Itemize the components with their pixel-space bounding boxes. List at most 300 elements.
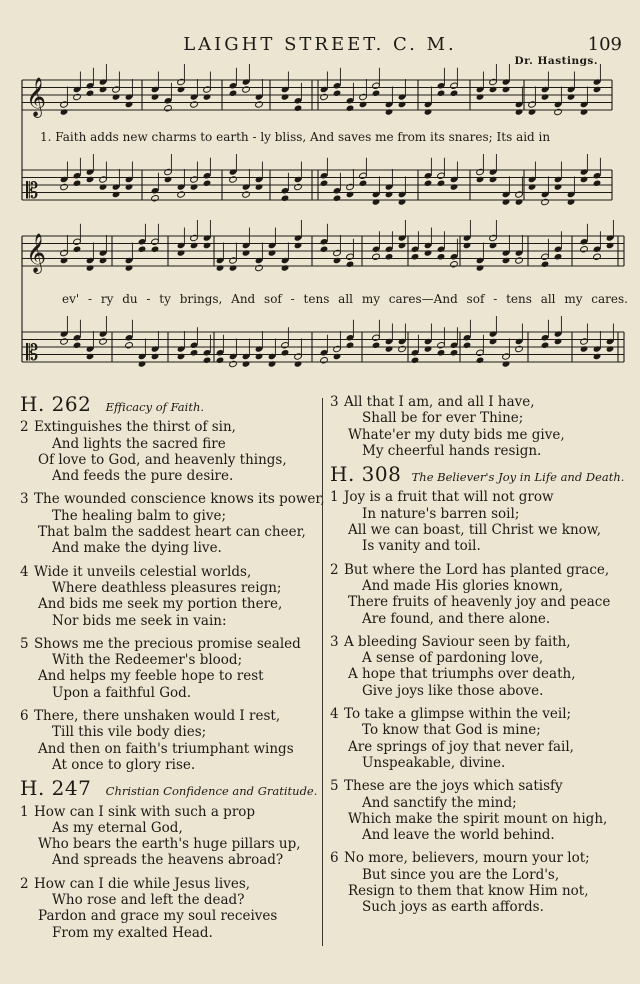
stanza-3 xyxy=(330,634,630,699)
verse-line xyxy=(20,613,318,629)
hymn-247-stanzas xyxy=(20,804,318,941)
lyrics-line-1: 1. Faith adds new charms to earth - ly bliss, And saves me from its snares; Its aid in xyxy=(40,130,551,144)
stanza-2 xyxy=(330,562,630,627)
verse-line xyxy=(330,522,630,538)
verse-text: How can I sink with such a prop xyxy=(34,803,256,820)
verse-text: A sense of pardoning love, xyxy=(362,650,544,667)
stanza-number: 6 xyxy=(20,708,29,725)
verse-text: And leave the world behind. xyxy=(362,827,555,844)
note-head xyxy=(151,353,160,360)
stanza-number: 4 xyxy=(20,563,29,580)
note-head xyxy=(372,90,381,97)
stanza-6 xyxy=(330,850,630,915)
verse-line xyxy=(330,755,630,771)
page-number: 109 xyxy=(587,34,622,55)
verse-line xyxy=(330,795,630,811)
note-head xyxy=(60,108,69,115)
composer-credit: Dr. Hastings. xyxy=(514,55,598,67)
verse-text: And helps my feeble hope to rest xyxy=(38,668,264,685)
verse-text: Wide it unveils celestial worlds, xyxy=(34,563,252,580)
verse-text: Till this vile body dies; xyxy=(52,724,207,741)
note-head xyxy=(502,86,511,93)
note-head xyxy=(216,357,225,364)
note-head xyxy=(372,253,381,260)
stanza-number: 2 xyxy=(20,875,29,892)
note-head xyxy=(528,183,537,190)
tune-title: LAIGHT STREET. C. M. xyxy=(183,34,457,55)
verse-line xyxy=(330,427,630,443)
note-head xyxy=(151,195,160,202)
verse-line xyxy=(20,876,318,892)
note-head xyxy=(125,183,134,190)
note-head xyxy=(73,246,82,253)
verse-text: All we can boast, till Christ we know, xyxy=(348,522,602,539)
note-head xyxy=(515,257,524,264)
verse-line xyxy=(20,491,325,508)
verse-text: Where deathless pleasures reign; xyxy=(52,579,282,596)
verse-text: In nature's barren soil; xyxy=(362,505,520,522)
verse-line xyxy=(20,724,318,740)
note-head xyxy=(476,264,485,271)
hymn-title: Efficacy of Faith. xyxy=(105,400,205,414)
hymn-247-heading xyxy=(20,776,318,801)
stanza-2 xyxy=(20,876,318,941)
verse-line xyxy=(20,668,318,684)
note-head xyxy=(86,176,95,183)
note-head xyxy=(60,338,69,345)
note-head xyxy=(268,360,277,367)
verse-text: From my exalted Head. xyxy=(52,924,213,941)
note-head xyxy=(255,183,264,190)
verse-line xyxy=(330,706,630,722)
verse-line xyxy=(330,867,630,883)
verse-line xyxy=(330,827,630,843)
stanza-number: 2 xyxy=(330,561,339,578)
note-head xyxy=(463,342,472,349)
right-column xyxy=(330,394,630,923)
note-head xyxy=(398,242,407,249)
note-head xyxy=(554,338,563,345)
verse-line xyxy=(330,850,630,866)
note-head xyxy=(359,101,368,108)
note-head xyxy=(372,342,381,349)
note-head xyxy=(60,257,69,264)
note-head xyxy=(60,183,69,190)
verse-line xyxy=(330,443,630,459)
note-head xyxy=(333,195,342,202)
note-head xyxy=(125,264,134,271)
note-head xyxy=(593,353,602,360)
verse-text: Give joys like those above. xyxy=(362,682,544,699)
note-head xyxy=(593,180,602,187)
note-head xyxy=(99,338,108,345)
note-head xyxy=(346,105,355,112)
note-head xyxy=(593,253,602,260)
stanza-number: 3 xyxy=(330,633,339,650)
note-head xyxy=(502,257,511,264)
note-head xyxy=(554,108,563,115)
verse-text: Is vanity and toil. xyxy=(362,538,481,555)
note-head xyxy=(385,345,394,352)
note-head xyxy=(229,90,238,97)
hymn-262-stanzas xyxy=(20,419,325,773)
verse-text: Unspeakable, divine. xyxy=(362,754,506,771)
verse-text: But since you are the Lord's, xyxy=(362,866,560,883)
note-head xyxy=(151,246,160,253)
verse-text: And made His glories known, xyxy=(362,577,564,594)
note-head xyxy=(450,183,459,190)
treble-clef-icon: 𝄞 xyxy=(26,233,47,273)
note-head xyxy=(125,101,134,108)
note-head xyxy=(502,198,511,205)
note-head xyxy=(294,242,303,249)
note-head xyxy=(580,108,589,115)
note-head xyxy=(450,261,459,268)
note-head xyxy=(99,86,108,93)
verse-text: And lights the sacred fire xyxy=(52,435,226,452)
note-head xyxy=(255,353,264,360)
note-head xyxy=(112,93,121,100)
note-head xyxy=(489,176,498,183)
stanza-number: 4 xyxy=(330,706,339,723)
verse-text: Who bears the earth's huge pillars up, xyxy=(38,836,301,853)
verse-text: All that I am, and all I have, xyxy=(344,394,535,410)
verse-text: As my eternal God, xyxy=(52,819,183,836)
note-head xyxy=(424,345,433,352)
verse-text: And sanctify the mind; xyxy=(362,794,517,811)
note-head xyxy=(372,198,381,205)
note-head xyxy=(255,264,264,271)
note-head xyxy=(541,342,550,349)
note-head xyxy=(528,108,537,115)
verse-line xyxy=(330,634,630,650)
note-head xyxy=(541,93,550,100)
note-head xyxy=(73,93,82,100)
verse-line xyxy=(330,506,630,522)
note-head xyxy=(450,349,459,356)
note-head xyxy=(99,257,108,264)
note-head xyxy=(606,242,615,249)
verse-line xyxy=(330,778,630,794)
note-head xyxy=(515,345,524,352)
verse-text: Upon a faithful God. xyxy=(52,684,192,701)
column-divider xyxy=(322,398,323,946)
hymn-number: H. 308 xyxy=(330,462,402,487)
note-head xyxy=(138,246,147,253)
verse-line xyxy=(20,524,318,540)
note-head xyxy=(177,249,186,256)
verse-line xyxy=(20,436,318,452)
verse-text: Such joys as earth affords. xyxy=(362,899,544,916)
note-head xyxy=(541,198,550,205)
note-head xyxy=(476,357,485,364)
note-head xyxy=(138,360,147,367)
verse-text: Pardon and grace my soul receives xyxy=(38,908,278,925)
note-head xyxy=(294,360,303,367)
verse-text: Of love to God, and heavenly things, xyxy=(38,451,287,468)
note-head xyxy=(99,183,108,190)
note-head xyxy=(580,345,589,352)
stanza-4 xyxy=(20,564,318,629)
note-head xyxy=(554,183,563,190)
verse-text: Are springs of joy that never fail, xyxy=(348,738,574,755)
stanza-4 xyxy=(330,706,630,771)
stanza-number: 2 xyxy=(20,419,29,436)
note-head xyxy=(203,93,212,100)
note-head xyxy=(86,90,95,97)
verse-line xyxy=(20,580,318,596)
verse-line xyxy=(20,836,318,852)
stanza-5 xyxy=(20,636,318,701)
verse-line xyxy=(20,757,318,773)
note-head xyxy=(489,86,498,93)
verse-line xyxy=(330,811,630,827)
verse-text: There, there unshaken would I rest, xyxy=(34,708,281,725)
verse-line xyxy=(20,892,318,908)
note-head xyxy=(489,242,498,249)
tenor-clef-icon: 𝄡 xyxy=(26,341,39,366)
lyrics-line-2: ev' - ry du - ty brings, And sof - tens all my cares—And sof - tens all my cares. xyxy=(62,292,628,306)
note-head xyxy=(203,357,212,364)
note-head xyxy=(268,249,277,256)
verse-text: To take a glimpse within the veil; xyxy=(344,706,572,723)
note-head xyxy=(177,86,186,93)
verse-text: The healing balm to give; xyxy=(52,507,227,524)
stanza-3 xyxy=(20,491,325,557)
note-head xyxy=(86,353,95,360)
note-head xyxy=(73,342,82,349)
note-head xyxy=(242,191,251,198)
hymn-title: Christian Confidence and Gratitude. xyxy=(105,784,318,799)
treble-clef-icon: 𝄞 xyxy=(26,77,47,117)
note-head xyxy=(294,105,303,112)
note-head xyxy=(294,183,303,190)
note-head xyxy=(216,264,225,271)
note-head xyxy=(437,180,446,187)
note-head xyxy=(281,349,290,356)
hymn-number: H. 247 xyxy=(20,776,92,801)
verse-text: But where the Lord has planted grace, xyxy=(344,561,610,578)
hymn-title: The Believer's Joy in Life and Death. xyxy=(411,470,625,485)
note-head xyxy=(463,242,472,249)
note-head xyxy=(151,93,160,100)
note-head xyxy=(190,183,199,190)
note-head xyxy=(320,246,329,253)
note-head xyxy=(593,86,602,93)
note-head xyxy=(437,90,446,97)
note-head xyxy=(281,93,290,100)
verse-text: A hope that triumphs over death, xyxy=(348,666,576,683)
verse-line xyxy=(330,611,630,627)
note-head xyxy=(424,249,433,256)
verse-line xyxy=(20,708,318,724)
note-head xyxy=(567,198,576,205)
verse-line xyxy=(330,666,630,682)
hymn-308-heading xyxy=(330,462,630,487)
hymn-308-stanzas xyxy=(330,489,630,915)
note-head xyxy=(255,101,264,108)
stanza-5 xyxy=(330,778,630,843)
verse-line xyxy=(20,852,318,868)
note-head xyxy=(476,93,485,100)
verse-text: And feeds the pure desire. xyxy=(52,468,234,485)
note-head xyxy=(164,176,173,183)
note-head xyxy=(424,108,433,115)
verse-line xyxy=(20,908,318,924)
verse-line xyxy=(330,410,630,426)
note-head xyxy=(580,176,589,183)
note-head xyxy=(450,90,459,97)
verse-line xyxy=(330,899,630,915)
verse-text: Shall be for ever Thine; xyxy=(362,410,524,427)
note-head xyxy=(229,176,238,183)
verse-line xyxy=(20,652,318,668)
note-head xyxy=(398,345,407,352)
note-head xyxy=(242,249,251,256)
verse-line xyxy=(20,741,318,757)
note-head xyxy=(203,242,212,249)
verse-line xyxy=(20,452,318,468)
verse-text: To know that God is mine; xyxy=(362,722,541,739)
hymn-247-continued-stanzas xyxy=(330,394,630,459)
verse-text: Joy is a fruit that will not grow xyxy=(344,489,554,506)
stanza-number: 5 xyxy=(330,778,339,795)
note-head xyxy=(125,342,134,349)
note-head xyxy=(190,242,199,249)
stanza-1 xyxy=(330,489,630,554)
note-head xyxy=(606,345,615,352)
verse-line xyxy=(330,722,630,738)
verse-text: The wounded conscience knows its power, xyxy=(34,491,325,508)
note-head xyxy=(411,253,420,260)
verse-text: That balm the saddest heart can cheer, xyxy=(38,524,306,541)
verse-text: With the Redeemer's blood; xyxy=(52,652,243,669)
note-head xyxy=(333,257,342,264)
note-head xyxy=(359,180,368,187)
verse-text: At once to glory rise. xyxy=(52,756,196,773)
verse-text: Nor bids me seek in vain: xyxy=(52,612,227,629)
verse-text: And spreads the heavens abroad? xyxy=(52,852,284,869)
note-head xyxy=(502,360,511,367)
note-head xyxy=(242,360,251,367)
note-head xyxy=(203,180,212,187)
stanza-number: 3 xyxy=(330,394,339,410)
note-head xyxy=(385,108,394,115)
verse-line xyxy=(330,683,630,699)
verse-text: Whate'er my duty bids me give, xyxy=(348,426,565,443)
note-head xyxy=(164,105,173,112)
note-head xyxy=(177,353,186,360)
music-score xyxy=(0,0,640,390)
verse-text: Which make the spirit mount on high, xyxy=(348,810,608,827)
hymn-number: H. 262 xyxy=(20,392,92,416)
note-head xyxy=(437,349,446,356)
note-head xyxy=(190,101,199,108)
tenor-clef-icon: 𝄡 xyxy=(26,179,39,204)
verse-line xyxy=(20,540,318,556)
verse-line xyxy=(330,594,630,610)
note-head xyxy=(281,195,290,202)
verse-line xyxy=(20,820,318,836)
note-head xyxy=(177,191,186,198)
verse-line xyxy=(330,562,630,578)
note-head xyxy=(320,93,329,100)
verse-line xyxy=(20,564,318,580)
verse-line xyxy=(20,596,318,612)
note-head xyxy=(411,357,420,364)
verse-text: Extinguishes the thirst of sin, xyxy=(34,419,236,436)
verse-line xyxy=(20,419,318,435)
note-head xyxy=(554,253,563,260)
note-head xyxy=(333,90,342,97)
note-head xyxy=(190,349,199,356)
hymn-262-heading xyxy=(20,392,318,416)
verse-line xyxy=(330,739,630,755)
verse-line xyxy=(20,508,318,524)
stanza-number: 5 xyxy=(20,635,29,652)
note-head xyxy=(346,191,355,198)
verse-text: Who rose and left the dead? xyxy=(52,892,245,909)
note-head xyxy=(567,93,576,100)
verse-text: And make the dying live. xyxy=(52,540,222,557)
note-head xyxy=(346,261,355,268)
verse-text: No more, believers, mourn your lot; xyxy=(344,850,590,867)
note-head xyxy=(385,191,394,198)
note-head xyxy=(515,108,524,115)
note-head xyxy=(515,198,524,205)
verse-line xyxy=(20,636,318,652)
verse-line xyxy=(20,925,318,941)
stanza-3 xyxy=(330,394,630,459)
note-head xyxy=(398,101,407,108)
stanza-number: 6 xyxy=(330,850,339,867)
note-head xyxy=(346,342,355,349)
verse-text: Shows me the precious promise sealed xyxy=(34,635,301,652)
verse-line xyxy=(20,804,318,820)
verse-text: And bids me seek my portion there, xyxy=(38,596,283,613)
note-head xyxy=(320,357,329,364)
verse-text: These are the joys which satisfy xyxy=(344,778,563,795)
note-head xyxy=(112,191,121,198)
stanza-1 xyxy=(20,804,318,869)
note-head xyxy=(229,360,238,367)
note-head xyxy=(476,176,485,183)
verse-line xyxy=(330,650,630,666)
note-head xyxy=(281,264,290,271)
note-head xyxy=(73,180,82,187)
verse-line xyxy=(20,685,318,701)
verse-line xyxy=(330,578,630,594)
note-head xyxy=(385,253,394,260)
verse-line xyxy=(20,468,318,484)
verse-line xyxy=(330,883,630,899)
verse-text: Are found, and there alone. xyxy=(362,610,551,627)
note-head xyxy=(424,180,433,187)
note-head xyxy=(86,264,95,271)
verse-line xyxy=(330,538,630,554)
verse-line xyxy=(330,489,630,505)
stanza-number: 3 xyxy=(20,491,29,508)
verse-text: A bleeding Saviour seen by faith, xyxy=(344,633,571,650)
note-head xyxy=(229,264,238,271)
note-head xyxy=(541,261,550,268)
left-column xyxy=(20,392,325,948)
note-head xyxy=(320,180,329,187)
verse-text: There fruits of heavenly joy and peace xyxy=(348,594,611,611)
stanza-number: 1 xyxy=(330,489,339,506)
stanza-6 xyxy=(20,708,318,773)
stanza-number: 1 xyxy=(20,803,29,820)
